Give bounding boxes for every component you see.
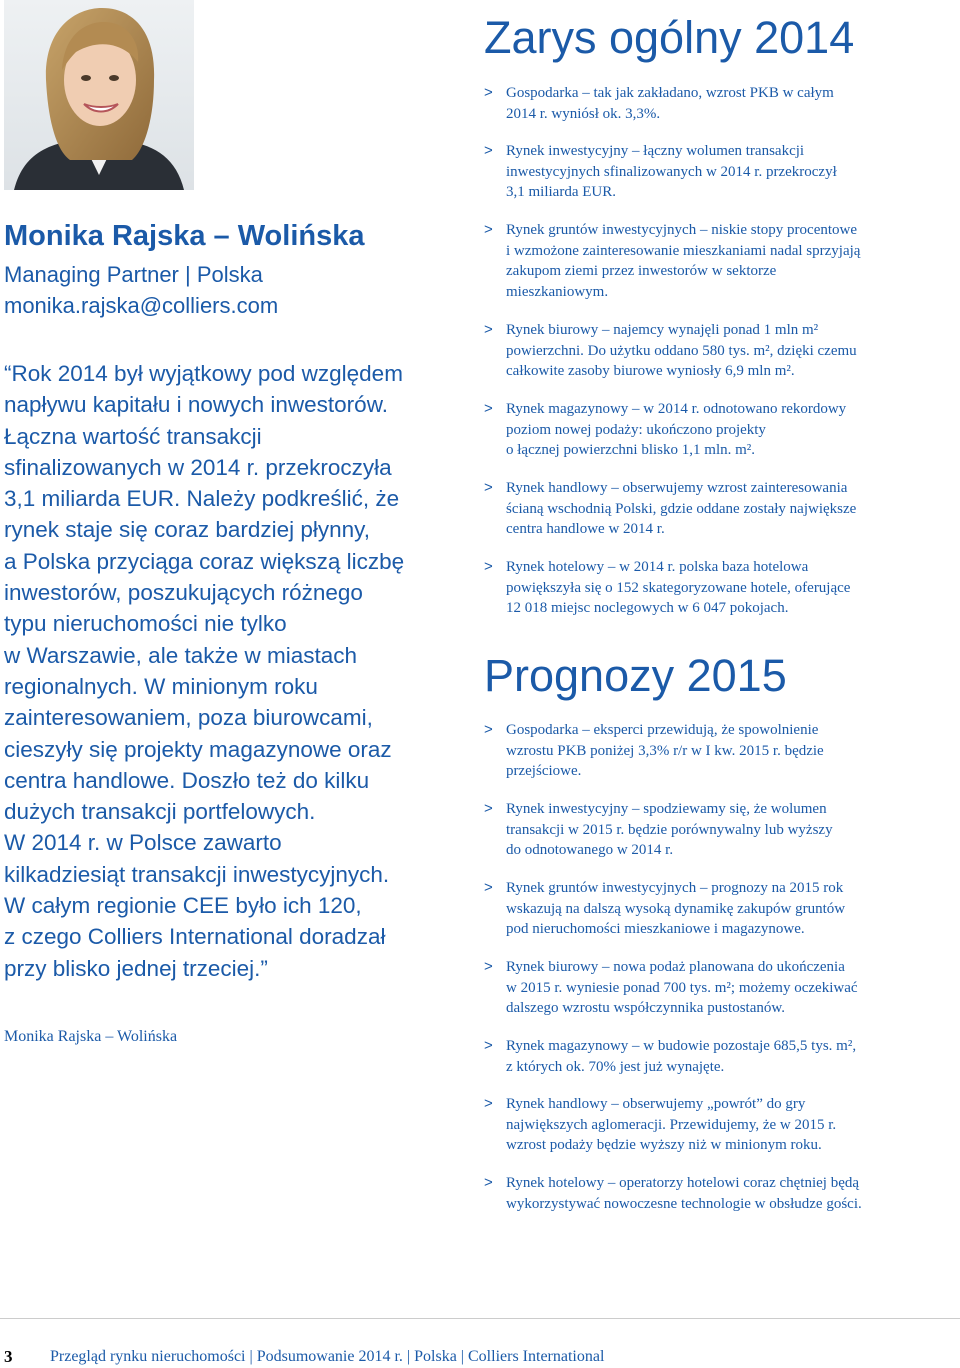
bullet-marker: > <box>484 879 493 896</box>
quote-line: Łączna wartość transakcji <box>4 423 262 449</box>
quote-line: typu nieruchomości nie tylko <box>4 611 287 637</box>
bullet-text <box>506 878 954 940</box>
bullet-text <box>506 957 954 1019</box>
bullet-item <box>484 1094 954 1156</box>
bullet-item <box>484 957 954 1019</box>
bullet-item <box>484 83 954 124</box>
bullet-line: wskazują na dalszą wysoką dynamikę zakupów gruntów <box>506 900 846 917</box>
quote-line: cieszyły się projekty magazynowe oraz <box>4 736 392 762</box>
bullet-line: przejściowe. <box>506 763 582 779</box>
bullet-line: Rynek magazynowy – w budowie pozostaje 685,5 tys. m², <box>506 1038 857 1054</box>
quote-line: a Polska przyciąga coraz większą liczbę <box>4 548 405 574</box>
bullet-line: Rynek inwestycyjny – łączny wolumen transakcji <box>506 143 805 159</box>
quote-line: regionalnych. W minionym roku <box>4 673 318 699</box>
quote-line: rynek staje się coraz bardziej płynny, <box>4 517 370 543</box>
bullet-marker: > <box>484 321 493 338</box>
bullet-line: 12 018 miejsc noclegowych w 6 047 pokojach. <box>506 600 789 616</box>
bullet-marker: > <box>484 400 493 417</box>
bullet-item <box>484 1036 954 1077</box>
quote-signature: Monika Rajska – Wolińska <box>4 1028 178 1045</box>
bullet-line: poziom nowej podaży: ukończono projekty <box>506 421 766 438</box>
quote-line: napływu kapitału i nowych inwestorów. <box>4 392 388 418</box>
quote-line: dużych transakcji portfelowych. <box>4 799 316 825</box>
bullet-text <box>506 220 954 302</box>
bullet-item <box>484 1173 954 1214</box>
bullet-line: zakupom ziemi przez inwestorów w sektorze <box>506 263 777 279</box>
person-role: Managing Partner | Polska <box>4 262 263 287</box>
bullet-line: o łącznej powierzchni blisko 1,1 mln. m². <box>506 442 756 458</box>
bullet-marker: > <box>484 221 493 238</box>
person-email: monika.rajska@colliers.com <box>4 293 279 318</box>
quote-line: w Warszawie, ale także w miastach <box>4 642 358 668</box>
bullet-line: Rynek gruntów inwestycyjnych – prognozy na 2015 rok <box>506 880 844 896</box>
quote-line: kilkadziesiąt transakcji inwestycyjnych. <box>4 861 390 887</box>
bullet-marker: > <box>484 721 493 738</box>
bullet-text <box>506 799 954 861</box>
bullet-line: Rynek magazynowy – w 2014 r. odnotowano rekordowy <box>506 401 847 417</box>
quote-line: inwestorów, poszukujących różnego <box>4 580 363 606</box>
person-name: Monika Rajska – Wolińska <box>4 220 365 252</box>
bullet-marker: > <box>484 142 493 159</box>
bullet-line: mieszkaniowym. <box>506 283 609 300</box>
bullet-line: wzrostu PKB poniżej 3,3% r/r w I kw. 2015 r. będzie <box>506 742 824 759</box>
bullet-line: inwestycyjnych sfinalizowanych w 2014 r. przekroczył <box>506 163 837 180</box>
forecast-heading: Prognozy 2015 <box>484 650 787 701</box>
bullet-marker: > <box>484 1095 493 1112</box>
footer-divider <box>0 1318 960 1319</box>
bullet-item <box>484 141 954 203</box>
bullet-marker: > <box>484 558 493 575</box>
bullet-line: Rynek gruntów inwestycyjnych – niskie stopy procentowe <box>506 222 858 238</box>
footer-text: Przegląd rynku nieruchomości | Podsumowanie 2014 r. | Polska | Colliers International <box>50 1348 605 1365</box>
bullet-marker: > <box>484 800 493 817</box>
bullet-item <box>484 399 954 461</box>
bullet-line: Rynek biurowy – najemcy wynajęli ponad 1 mln m² <box>506 322 819 338</box>
bullet-line: Rynek inwestycyjny – spodziewamy się, że wolumen <box>506 801 827 817</box>
quote-line: z czego Colliers International doradzał <box>4 924 386 950</box>
bullet-text <box>506 141 954 203</box>
bullet-marker: > <box>484 479 493 496</box>
bullet-line: i wzmożone zainteresowanie mieszkaniami nadal sprzyjają <box>506 242 861 259</box>
bullet-text <box>506 320 954 382</box>
bullet-text <box>506 1173 954 1214</box>
bullet-line: powierzchni. Do użytku oddano 580 tys. m², dzięki czemu <box>506 342 857 359</box>
bullet-line: Rynek biurowy – nowa podaż planowana do ukończenia <box>506 959 845 975</box>
bullet-line: Rynek handlowy – obserwujemy wzrost zainteresowania <box>506 480 848 496</box>
bullet-marker: > <box>484 84 493 101</box>
bullet-item <box>484 320 954 382</box>
bullet-item <box>484 557 954 619</box>
bullet-line: w 2015 r. wyniesie ponad 700 tys. m²; możemy oczekiwać <box>506 979 858 996</box>
bullet-line: powiększyła się o 152 skategoryzowane hotele, oferujące <box>506 579 851 596</box>
bullet-line: Gospodarka – eksperci przewidują, że spowolnienie <box>506 722 819 738</box>
quote-line: sfinalizowanych w 2014 r. przekroczyła <box>4 454 392 480</box>
quote <box>4 358 464 984</box>
bullet-line: największych aglomeracji. Przewidujemy, że w 2015 r. <box>506 1116 837 1133</box>
bullet-item <box>484 878 954 940</box>
quote-line: przy blisko jednej trzeciej.” <box>4 955 268 981</box>
bullet-marker: > <box>484 958 493 975</box>
bullet-text <box>506 399 954 461</box>
bullet-item <box>484 799 954 861</box>
quote-line: W całym regionie CEE było ich 120, <box>4 893 362 919</box>
portrait-photo <box>4 0 194 190</box>
bullet-line: Rynek hotelowy – w 2014 r. polska baza hotelowa <box>506 559 809 575</box>
bullet-item <box>484 478 954 540</box>
bullet-text <box>506 83 954 124</box>
bullet-line: 3,1 miliarda EUR. <box>506 184 616 200</box>
quote-line: centra handlowe. Doszło też do kilku <box>4 767 370 793</box>
quote-line: W 2014 r. w Polsce zawarto <box>4 830 282 856</box>
bullet-line: ścianą wschodnią Polski, gdzie oddane zostały największe <box>506 500 857 517</box>
bullet-line: Rynek handlowy – obserwujemy „powrót” do gry <box>506 1096 806 1112</box>
bullet-line: dalszego wzrostu współczynnika pustostanów. <box>506 1000 785 1016</box>
quote-line: “Rok 2014 był wyjątkowy pod względem <box>4 361 403 386</box>
bullet-line: centra handlowe w 2014 r. <box>506 521 665 537</box>
bullet-line: transakcji w 2015 r. będzie porównywalny lub wyższy <box>506 821 833 838</box>
bullet-item <box>484 720 954 782</box>
bullet-line: Rynek hotelowy – operatorzy hotelowi coraz chętniej będą <box>506 1175 860 1191</box>
bullet-text <box>506 478 954 540</box>
bullet-line: całkowite zasoby biurowe wyniosły 6,9 mln m². <box>506 363 795 379</box>
bullet-line: 2014 r. wyniósł ok. 3,3%. <box>506 105 661 122</box>
bullet-item <box>484 220 954 302</box>
bullet-line: z których ok. 70% jest już wynajęte. <box>506 1058 725 1075</box>
quote-line: 3,1 miliarda EUR. Należy podkreślić, że <box>4 486 400 512</box>
bullet-line: wzrost podaży będzie wyższy niż w minionym roku. <box>506 1137 822 1153</box>
bullet-marker: > <box>484 1037 493 1054</box>
page-number: 3 <box>4 1347 13 1366</box>
overview-heading: Zarys ogólny 2014 <box>484 12 855 63</box>
bullet-line: wykorzystywać nowoczesne technologie w obsłudze gości. <box>506 1195 862 1212</box>
quote-line: zainteresowaniem, poza biurowcami, <box>4 705 373 731</box>
bullet-text <box>506 557 954 619</box>
bullet-marker: > <box>484 1174 493 1191</box>
bullet-text <box>506 1036 954 1077</box>
bullet-line: Gospodarka – tak jak zakładano, wzrost PKB w całym <box>506 85 834 101</box>
bullet-text <box>506 720 954 782</box>
bullet-line: pod nieruchomości mieszkaniowe i magazynowe. <box>506 921 805 937</box>
bullet-text <box>506 1094 954 1156</box>
bullet-line: do odnotowanego w 2014 r. <box>506 842 674 858</box>
